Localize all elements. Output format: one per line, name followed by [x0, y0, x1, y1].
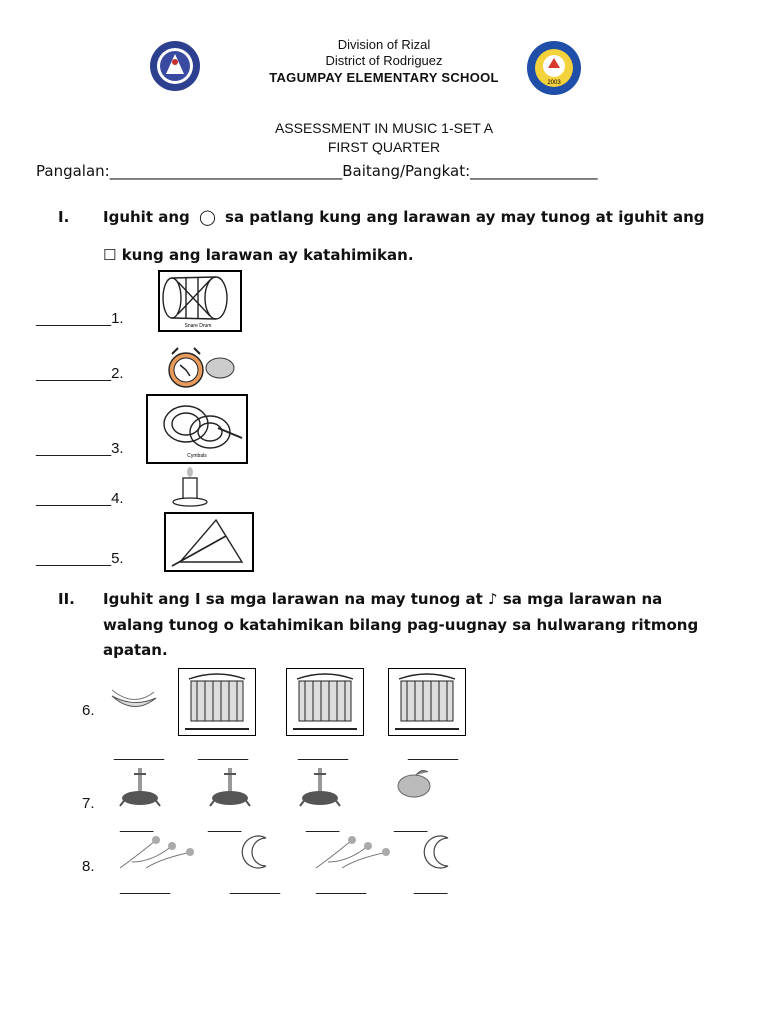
part2-instruction-line2: walang tunog o katahimikan bilang pag-uugnay sa hulwarang ritmong: [103, 616, 699, 634]
list-item: [36, 310, 124, 327]
candle-icon: [170, 466, 210, 508]
answer-blank[interactable]: _________: [36, 490, 112, 507]
answer-blank[interactable]: ______: [120, 878, 171, 895]
flower-plant-icon: [308, 832, 396, 874]
list-item: [36, 365, 124, 382]
answer-blank[interactable]: _________: [36, 550, 112, 567]
row-number: 6.: [82, 702, 95, 719]
triangle-icon: [164, 512, 254, 572]
school-seal-year: 2003: [547, 80, 561, 86]
name-field[interactable]: Pangalan:_______________________________: [36, 162, 343, 180]
row-number: 8.: [82, 858, 95, 875]
svg-text:Snare Drum: Snare Drum: [184, 323, 212, 329]
answer-blank[interactable]: _________: [36, 365, 112, 382]
answer-blank[interactable]: ____: [414, 878, 448, 895]
part2-instruction-line3: apatan.: [103, 641, 168, 659]
answer-blank[interactable]: ____: [394, 816, 428, 833]
item-number: 2.: [111, 365, 124, 382]
crescent-moon-icon: [236, 834, 276, 870]
cymbals-icon: [146, 394, 248, 464]
answer-blank[interactable]: ______: [198, 744, 249, 761]
answer-blank[interactable]: ______: [316, 878, 367, 895]
answer-blank[interactable]: ______: [230, 878, 281, 895]
part2-instruction-line1: Iguhit ang I sa mga larawan na may tunog at ♪ sa mga larawan na: [103, 590, 663, 608]
part1-instruction-line2: ☐ kung ang larawan ay katahimikan.: [103, 246, 414, 264]
flower-plant-icon: [112, 832, 200, 874]
quarter-title: FIRST QUARTER: [327, 139, 441, 155]
svg-text:Cymbals: Cymbals: [187, 453, 207, 459]
answer-blank[interactable]: _________: [36, 310, 112, 327]
mango-icon: [394, 766, 434, 800]
answer-blank[interactable]: ____: [306, 816, 340, 833]
faucet-water-icon: [116, 766, 166, 810]
part1-roman: I.: [58, 208, 70, 226]
answer-blank[interactable]: ______: [298, 744, 349, 761]
xylophone-icon: [178, 668, 256, 736]
grade-section-field[interactable]: Baitang/Pangkat:_________________: [342, 162, 598, 180]
row-number: 7.: [82, 795, 95, 812]
list-item: [36, 440, 124, 457]
school-name: TAGUMPAY ELEMENTARY SCHOOL: [269, 70, 499, 85]
item-number: 3.: [111, 440, 124, 457]
square-symbol-icon: ☐: [103, 246, 117, 264]
part2-roman: II.: [58, 590, 75, 608]
crescent-moon-icon: [418, 834, 458, 870]
item-number: 5.: [111, 550, 124, 567]
answer-blank[interactable]: ____: [120, 816, 154, 833]
answer-blank[interactable]: ______: [408, 744, 459, 761]
alarm-clock-icon: [160, 344, 240, 390]
circle-symbol-icon: ◯: [198, 208, 216, 226]
list-item: [36, 490, 124, 507]
answer-blank[interactable]: _________: [36, 440, 112, 457]
assessment-title: ASSESSMENT IN MUSIC 1-SET A: [274, 120, 494, 136]
division-text: Division of Rizal: [337, 37, 431, 52]
answer-blank[interactable]: ____: [208, 816, 242, 833]
xylophone-icon: [388, 668, 466, 736]
faucet-water-icon: [296, 766, 346, 810]
snare-drum-icon: [158, 270, 242, 332]
part1-instruction-line1: Iguhit ang ◯ sa patlang kung ang larawan ay may tunog at iguhit ang: [103, 208, 705, 226]
faucet-water-icon: [206, 766, 256, 810]
district-text: District of Rodriguez: [325, 53, 443, 68]
item-number: 4.: [111, 490, 124, 507]
xylophone-icon: [286, 668, 364, 736]
answer-blank[interactable]: ______: [114, 744, 165, 761]
banana-icon: [108, 686, 160, 716]
item-number: 1.: [111, 310, 124, 327]
list-item: [36, 550, 124, 567]
name-grade-line: [36, 162, 598, 180]
